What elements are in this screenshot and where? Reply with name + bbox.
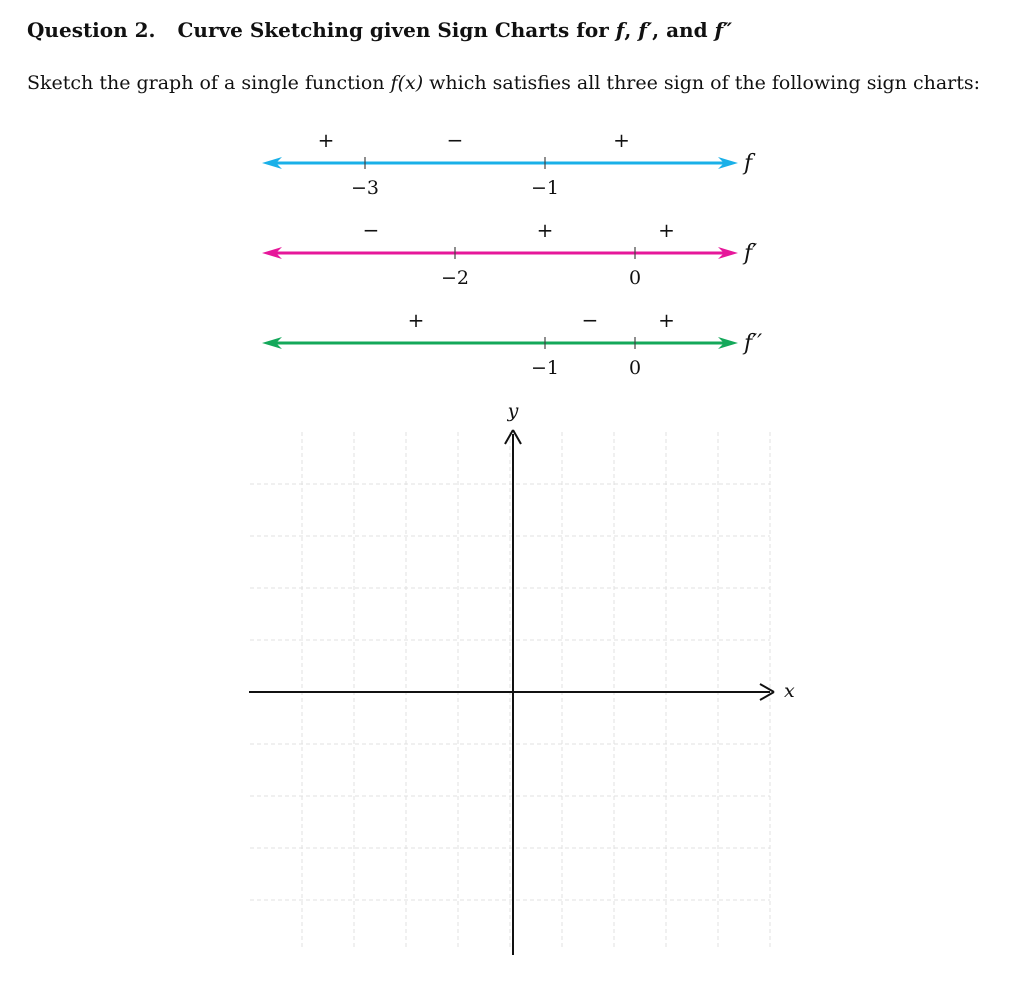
f-double-prime-label: f′′ <box>744 331 763 356</box>
f-double-prime-tick-label-0: −1 <box>530 357 560 379</box>
f-prime-tick-label-0: −2 <box>440 267 470 289</box>
f-sign-1: − <box>446 128 464 152</box>
sign-chart-f <box>262 157 738 169</box>
f-double-prime-sign-2: + <box>658 308 675 332</box>
f-double-prime-tick-label-1: 0 <box>628 357 642 379</box>
question-number: Question 2. <box>27 18 156 42</box>
sign-chart-f-prime <box>262 247 738 259</box>
f-prime-tick-label-1: 0 <box>628 267 642 289</box>
instructions: Sketch the graph of a single function f(x) which satisfies all three sign of the following sign charts: <box>27 72 981 94</box>
f-sign-0: + <box>317 128 335 152</box>
f-sign-2: + <box>613 128 630 152</box>
f-tick-label-0: −3 <box>350 177 380 199</box>
f-prime-sign-2: + <box>658 218 675 242</box>
sign-chart-f-double-prime <box>262 337 738 349</box>
y-axis-label: y <box>507 400 519 422</box>
f-double-prime-sign-1: − <box>581 308 599 332</box>
f-prime-sign-0: − <box>362 218 380 242</box>
f-tick-label-1: −1 <box>530 177 560 199</box>
x-axis-label: x <box>784 680 795 702</box>
f-label: f <box>744 151 753 176</box>
f-double-prime-sign-0: + <box>407 308 425 332</box>
f-prime-sign-1: + <box>536 218 554 242</box>
f-prime-label: f′ <box>744 241 758 266</box>
question-title: Curve Sketching given Sign Charts for f, f′, and f″ <box>177 18 733 42</box>
